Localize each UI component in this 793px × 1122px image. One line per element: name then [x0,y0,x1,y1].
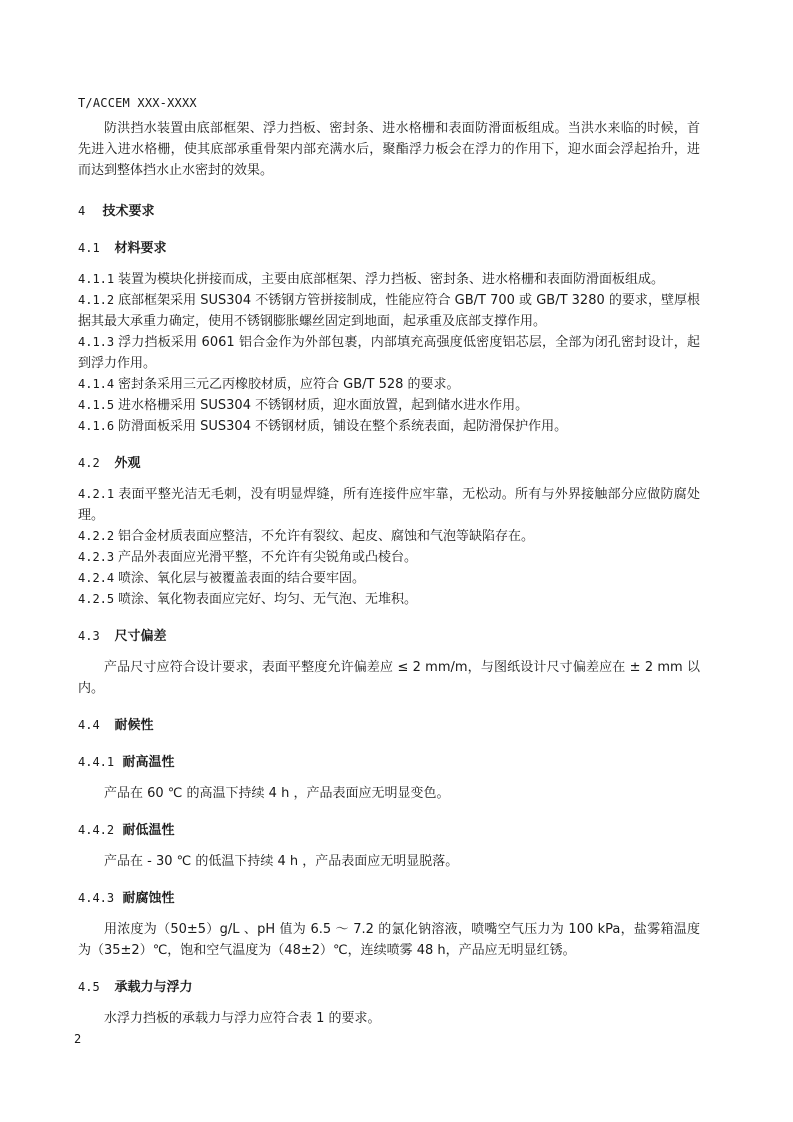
page-number: 2 [74,1032,82,1046]
section-number: 4.4 [78,718,100,732]
clause-text: 装置为模块化拼接而成，主要由底部框架、浮力挡板、密封条、进水格栅和表面防滑面板组成。 [118,272,665,287]
clause-4-1-5 [78,395,700,416]
section-title: 耐腐蚀性 [122,891,175,906]
section-number: 4.5 [78,980,100,994]
section-4-2-items [78,484,700,610]
clause-number: 4.2.3 [78,550,115,564]
clause-number: 4.1.2 [78,293,115,307]
section-4-5-text: 水浮力挡板的承载力与浮力应符合表 1 的要求。 [104,1011,381,1026]
document-body [78,118,700,1029]
clause-text: 浮力挡板采用 6061 铝合金作为外部包裹，内部填充高强度低密度铝芯层，全部为闭孔密封设计，起到浮力作用。 [78,335,700,371]
clause-text: 喷涂、氧化物表面应完好、均匀、无气泡、无堆积。 [118,592,418,607]
clause-4-1-2 [78,290,700,332]
clause-4-2-2 [78,526,700,547]
section-4-heading [78,201,700,222]
clause-number: 4.2.5 [78,592,115,606]
section-number: 4.4.3 [78,891,115,905]
section-4-4-3-text: 用浓度为（50±5）g/L 、pH 值为 6.5 ～ 7.2 的氯化钠溶液，喷嘴空气压力为 100 kPa，盐雾箱温度为（35±2）℃，饱和空气温度为（48±2）℃，连续喷雾 48 h，产品应无明显红锈。 [78,922,700,958]
section-4-4-1-heading [78,752,700,773]
clause-text: 铝合金材质表面应整洁，不允许有裂纹、起皮、腐蚀和气泡等缺陷存在。 [118,529,535,544]
section-4-3-heading [78,626,700,647]
section-title: 材料要求 [114,241,167,256]
clause-number: 4.2.2 [78,529,115,543]
clause-text: 密封条采用三元乙丙橡胶材质，应符合 GB/T 528 的要求。 [118,377,460,392]
clause-4-2-4 [78,568,700,589]
section-title: 耐低温性 [122,823,175,838]
clause-text: 底部框架采用 SUS304 不锈钢方管拼接制成，性能应符合 GB/T 700 或 GB/T 3280 的要求，壁厚根据其最大承重力确定，使用不锈钢膨胀螺丝固定到地面，起承重及底部支撑作用。 [78,293,700,329]
section-4-4-1-text: 产品在 60 ℃ 的高温下持续 4 h ，产品表面应无明显变色。 [104,786,450,801]
clause-number: 4.1.3 [78,335,115,349]
clause-4-1-1 [78,269,700,290]
section-title: 外观 [114,456,141,471]
clause-number: 4.2.1 [78,487,115,501]
section-title: 尺寸偏差 [114,629,167,644]
clause-4-1-3 [78,332,700,374]
section-4-1-heading [78,238,700,259]
section-number: 4.4.1 [78,755,115,769]
clause-text: 产品外表面应光滑平整，不允许有尖锐角或凸棱台。 [118,550,418,565]
clause-4-2-1 [78,484,700,526]
section-4-4-2-heading [78,820,700,841]
clause-number: 4.1.1 [78,272,115,286]
section-number: 4.4.2 [78,823,115,837]
clause-4-1-4 [78,374,700,395]
clause-4-2-3 [78,547,700,568]
section-4-5-heading [78,977,700,998]
clause-text: 喷涂、氧化层与被覆盖表面的结合要牢固。 [118,571,366,586]
section-title: 耐候性 [114,718,154,733]
section-4-4-heading [78,715,700,736]
section-title: 技术要求 [102,204,155,219]
clause-number: 4.1.4 [78,377,115,391]
section-number: 4 [78,204,86,218]
clause-text: 进水格栅采用 SUS304 不锈钢材质，迎水面放置，起到储水进水作用。 [118,398,529,413]
intro-paragraph: 防洪挡水装置由底部框架、浮力挡板、密封条、进水格栅和表面防滑面板组成。当洪水来临的时候，首先进入进水格栅，使其底部承重骨架内部充满水后，聚酯浮力板会在浮力的作用下，迎水面会浮起抬升，进而达到整体挡水止水密封的效果。 [78,121,700,178]
section-number: 4.1 [78,241,100,255]
clause-4-1-6 [78,416,700,437]
section-number: 4.3 [78,629,100,643]
document-id-header: T/ACCEM XXX-XXXX [78,96,197,110]
clause-text: 表面平整光洁无毛刺，没有明显焊缝，所有连接件应牢靠，无松动。所有与外界接触部分应做防腐处理。 [78,487,700,523]
clause-text: 防滑面板采用 SUS304 不锈钢材质，铺设在整个系统表面，起防滑保护作用。 [118,419,568,434]
section-4-1-items [78,269,700,437]
section-4-4-3-heading [78,888,700,909]
clause-number: 4.1.6 [78,419,115,433]
clause-4-2-5 [78,589,700,610]
section-4-2-heading [78,453,700,474]
section-title: 承载力与浮力 [114,980,193,995]
clause-number: 4.2.4 [78,571,115,585]
section-title: 耐高温性 [122,755,175,770]
section-4-4-2-text: 产品在 - 30 ℃ 的低温下持续 4 h ，产品表面应无明显脱落。 [104,854,459,869]
section-number: 4.2 [78,456,100,470]
section-4-3-text: 产品尺寸应符合设计要求，表面平整度允许偏差应 ≤ 2 mm/m，与图纸设计尺寸偏差应在 ± 2 mm 以内。 [78,660,700,696]
clause-number: 4.1.5 [78,398,115,412]
